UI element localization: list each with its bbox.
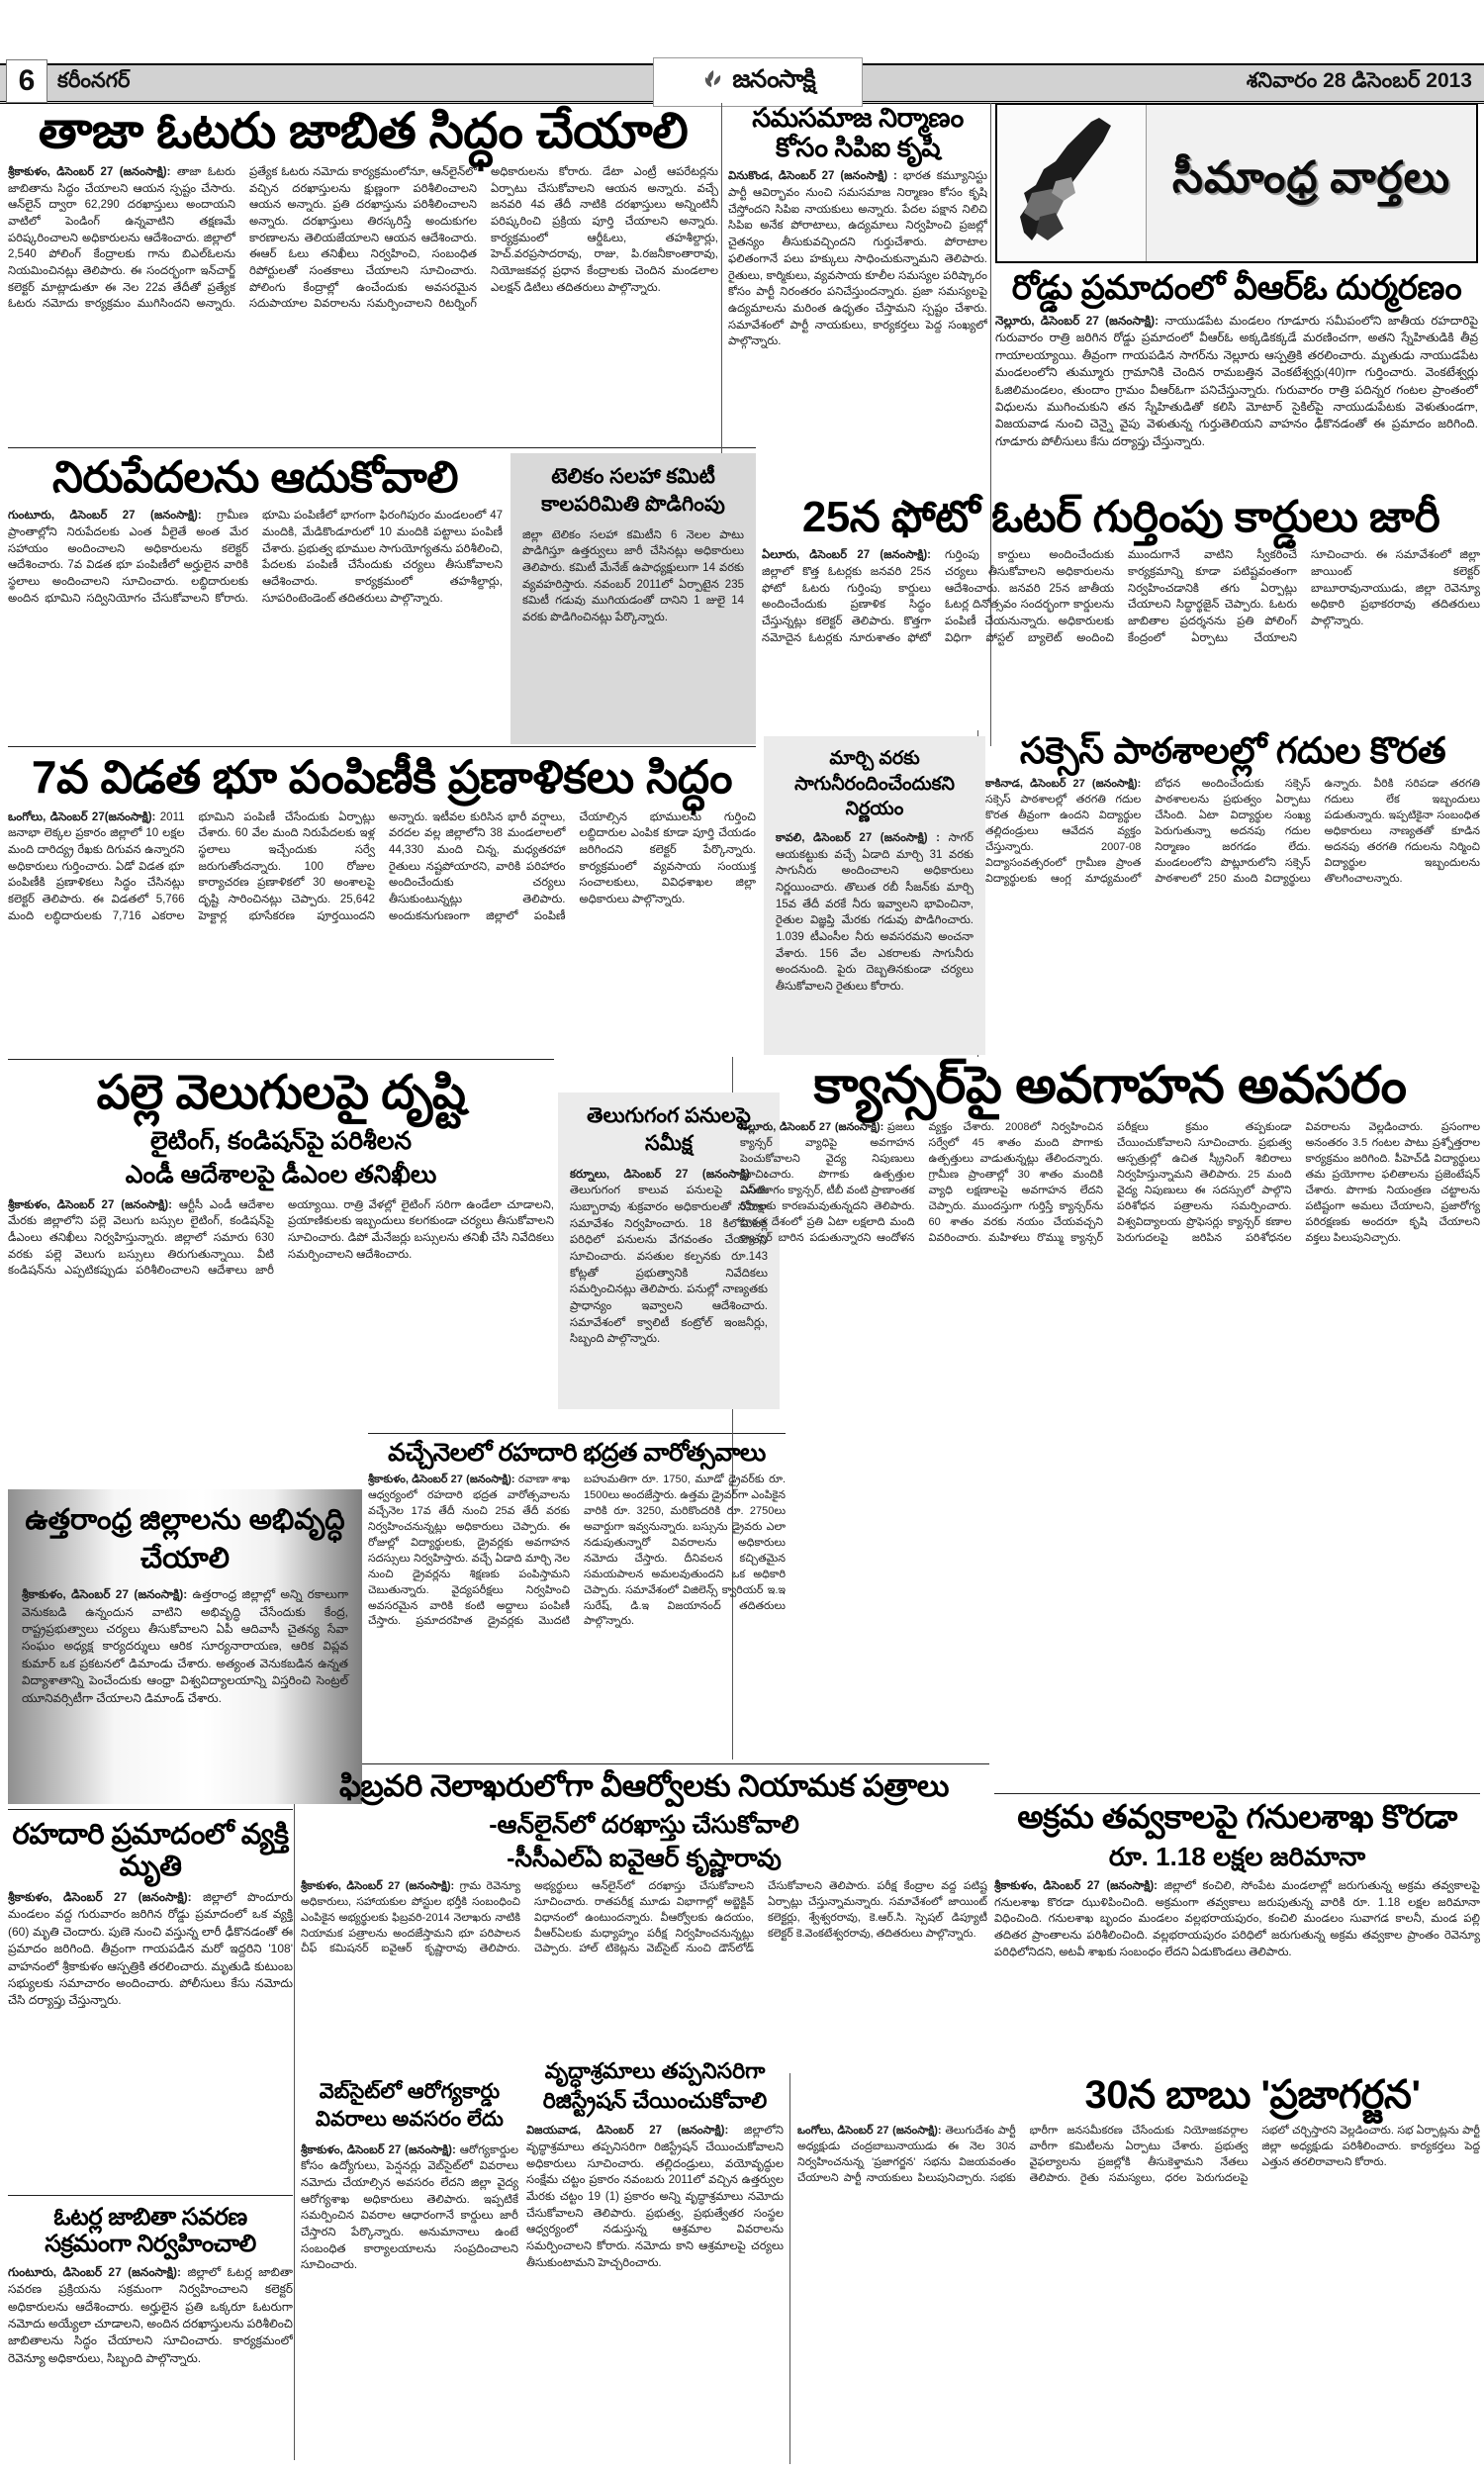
article-body: జిల్లాలో కంచిలి, సోంపేట మండలాల్లో జరుగుతున్న అక్రమ తవ్వకాలపై గనులశాఖ కొరడా ఝుళిపించింది. అక్రమంగా తవ్వకాలు జరుపుతున్న వారికి రూ. 1.18 లక్షల జరిమానా విధించింది. గనులశాఖ బృందం మండలం వల్లభరాయపురం, కంచిలి మండలం సువాగడ కాలనీ, మండ పల్లి తదితర ప్రాంతాలను పరిశీలించింది. వల్లభరాయపురం పరిధిలో జరుగుతున్న అక్రమ తవ్వకాల ప్రాంతం రెవెన్యూ పరిధిలోనిదని, అటవీ శాఖకు సంబంధం లేదని ఏడుకొండలు తెలిపారు.: [994, 1880, 1480, 1958]
article-cpi-society: [728, 103, 987, 487]
divider: [8, 447, 756, 448]
edition-name: కరీంనగర్: [57, 69, 131, 92]
dateline: నెల్లూరు, డిసెంబర్ 27 (జనంసాక్షి):: [740, 1121, 884, 1134]
headline: సమసమాజ నిర్మాణం కోసం సిపిఐ కృషి: [752, 103, 964, 163]
paper-name: జనంసాక్షి: [732, 64, 815, 93]
article-body: సక్సెస్ పాఠశాలల్లో తరగతి గదుల కొరత తీవ్రంగా ఉందని విద్యార్థుల తల్లిదండ్రులు ఆవేదన వ్యక్తం చేస్తున్నారు. 2007-08 విద్యాసంవత్సరంలో గ్రామీణ ప్రాంత విద్యార్థులకు ఆంగ్ల మాధ్యమంలో బోధన అందించేందుకు సక్సెస్ పాఠశాలలను ప్రభుత్వం ఏర్పాటు చేసింది. ఏటా విద్యార్థుల సంఖ్య పెరుగుతున్నా అదనపు గదుల నిర్మాణం జరగడం లేదు. మండలంలోని పొట్లూరులోని సక్సెస్ పాఠశాలలో 250 మంది విద్యార్థులు ఉన్నారు. వీరికి సరిపడా తరగతి గదులు లేక ఇబ్బందులు పడుతున్నారు. ఇప్పటికైనా సంబంధిత అధికారులు నాణ్యతతో కూడిన అదనపు తరగతి గదులను నిర్మించి విద్యార్థుల ఇబ్బందులను తొలగించాలన్నారు.: [985, 778, 1480, 886]
article-body: రవాణా శాఖ ఆధ్వర్యంలో రహదారి భద్రత వారోత్సవాలను వచ్చేనెల 17వ తేదీ నుంచి 25వ తేదీ వరకు నిర్వహించనున్నట్లు అధికారులు చెప్పారు. ఈ రోజుల్లో విద్యార్థులకు, డ్రైవర్లకు అవగాహన సదస్సులు నిర్వహిస్తారు. వచ్చే ఏడాది మార్చి నెల నుంచి డ్రైవర్లను శిక్షణకు పంపిస్తామని చెబుతున్నారు. వైద్యపరీక్షలు నిర్వహించి అవసరమైన వారికి కంటి అద్దాలు పంపిణీ చేస్తారు. ప్రమాదరహిత డ్రైవర్లకు మొదటి బహుమతిగా రూ. 1750, మూడో డ్రైవర్‌కు రూ. 1500లు అందజేస్తారు. ఉత్తమ డ్రైవర్‌గా ఎంపికైన వారికి రూ. 3250, మరికొందరికి రూ. 2750లు అవార్డుగా ఇవ్వనున్నారు. బస్సును డ్రైవరు ఎలా నడుపుతున్నారో వివరాలను అధికారులు నమోదు చేస్తారు. దీనివలన కచ్చితమైన సమయపాలన అమలవుతుందని ఒక అధికారి చెప్పారు. సమావేశంలో విజిలెన్స్ క్వారియర్ ఇ.ఇ సురేష్, డి.ఇ విజయానంద్ తదితరులు పాల్గొన్నారు.: [368, 1474, 786, 1628]
headline: వృద్ధాశ్రమాలు తప్పనిసరిగా రిజిస్ట్రేషన్ చేయించుకోవాలి: [542, 2058, 768, 2113]
issue-date: శనివారం 28 డిసెంబర్ 2013: [1246, 69, 1472, 92]
dateline: శ్రీకాకుళం, డిసెంబర్ 27 (జనంసాక్షి):: [301, 2143, 456, 2156]
column-rule: [789, 2073, 790, 2464]
article-health-card-website: [301, 2078, 518, 2462]
article-body: తెలుగుదేశం పార్టీ అధ్యక్షుడు చంద్రబాబునాయుడు ఈ నెల 30న నిర్వహించనున్న 'ప్రజాగర్జన' సభను విజయవంతం చేయాలని పార్టీ నాయకులు పిలుపునిచ్చారు. సభకు భారీగా జనసమీకరణ చేసేందుకు నియోజకవర్గాల వారీగా కమిటీలను ఏర్పాటు చేశారు. ప్రభుత్వ వైఫల్యాలను ప్రజల్లోకి తీసుకెళ్తామని నేతలు తెలిపారు. రైతు సమస్యలు, ధరల పెరుగుదలపై సభలో చర్చిస్తారని వెల్లడించారు. సభ ఏర్పాట్లను పార్టీ జిల్లా అధ్యక్షుడు పరిశీలించారు. కార్యకర్తలు పెద్ద ఎత్తున తరలిరావాలని కోరారు.: [797, 2124, 1480, 2184]
dateline: గుంటూరు, డిసెంబర్ 27 (జనంసాక్షి):: [8, 2264, 182, 2279]
dateline: గుంటూరు, డిసెంబర్ 27 (జనంసాక్షి):: [8, 510, 202, 523]
article-body: జిల్లాలోని వృద్ధాశ్రమాలు తప్పనిసరిగా రిజిస్ట్రేషన్ చేయించుకోవాలని అధికారులు సూచించారు. తల్లిదండ్రులు, వయోవృద్ధుల సంక్షేమ చట్టం ప్రకారం నవంబరు 2011లో వచ్చిన ఉత్తర్వుల మేరకు చట్టం 19 (1) ప్రకారం అన్ని వృద్ధాశ్రమాలు నమోదు చేసుకోవాలని తెలిపారు. ప్రభుత్వ, ప్రభుత్వేతర సంస్థల ఆధ్వర్యంలో నడుస్తున్న ఆశ్రమాల వివరాలను సమర్పించాలని కోరారు. నమోదు కాని ఆశ్రమాలపై చర్యలు తీసుకుంటామని హెచ్చరించారు.: [526, 2125, 784, 2269]
article-body: ఆరోగ్యకార్డుల కోసం ఉద్యోగులు, పెన్షనర్లు వెబ్‌సైట్‌లో వివరాలు నమోదు చేయాల్సిన అవసరం లేదని జిల్లా వైద్య ఆరోగ్యశాఖ అధికారులు తెలిపారు. ఇప్పటికే సమర్పించిన వివరాల ఆధారంగానే కార్డులు జారీ చేస్తారని పేర్కొన్నారు. అనుమానాలు ఉంటే సంబంధిత కార్యాలయాలను సంప్రదించాలని సూచించారు.: [301, 2143, 518, 2272]
article-help-poor: [8, 453, 503, 744]
dateline: శ్రీకాకుళం, డిసెంబర్ 27 (జనంసాక్షి):: [994, 1880, 1158, 1893]
article-voter-list-revision: [8, 2205, 293, 2462]
dateline: శ్రీకాకుళం, డిసెంబర్ 27 (జనంసాక్షి):: [8, 1198, 172, 1211]
headline: మార్చి వరకు సాగునీరందించేందుకని నిర్ణయం: [794, 748, 955, 820]
article-oldage-home-registration: [526, 2056, 784, 2462]
dateline: వినుకొండ, డిసెంబర్ 27 (జనంసాక్షి) :: [728, 170, 897, 183]
article-success-schools: [985, 730, 1480, 1057]
article-body: జిల్లాలో కొత్త ఓటర్లకు జనవరి 25న ఫోటో ఓటరు గుర్తింపు కార్డులు అందించేందుకు ప్రణాళిక సిద్ధం చేస్తున్నట్లు కలెక్టర్ తెలిపారు. కొత్తగా నమోదైన ఓటర్లకు నూరుశాతం ఫోటో గుర్తింపు కార్డులు అందించేందుకు చర్యలు తీసుకోవాలని అధికారులను ఆదేశించారు. జనవరి 25న జాతీయ ఓటర్ల దినోత్సవం సందర్భంగా కార్డులను పంపిణీ చేయనున్నారు. అధికారులకు విధిగా పోస్టల్ బ్యాలెట్ అందించి ముందుగానే వాటిని స్వీకరించే కార్యక్రమాన్ని కూడా పటిష్టవంతంగా నిర్వహించడానికి తగు ఏర్పాట్లు చేయాలని సిద్ధార్థజైన్ చెప్పారు. ఓటరు జాబితాల ప్రదర్శనను ప్రతి పోలింగ్ కేంద్రంలో ఏర్పాటు చేయాలని సూచించారు. ఈ సమావేశంలో జిల్లా జాయింట్ కలెక్టర్ బాబూరావునాయుడు, జిల్లా రెవెన్యూ అధికారి ప్రభాకరరావు తదితరులు పాల్గొన్నారు.: [762, 549, 1480, 644]
divider: [994, 1793, 1480, 1794]
article-body: ఉత్తరాంధ్ర జిల్లాల్లో అన్ని రకాలుగా వెనుకబడి ఉన్నందున వాటిని అభివృద్ధి చేసేందుకు కేంద్ర, రాష్ట్రప్రభుత్వాలు చర్యలు తీసుకోవాలని ఏపీ ఆదివాసీ చైతన్య సేవా సంఘం అధ్యక్ష కార్యదర్శులు ఆరిక సూర్యనారాయణ, ఆరిక విప్లవ కుమార్ ఒక ప్రకటనలో డిమాండు చేశారు. అత్యంత వెనుకబడిన ఉన్నత విద్యాశాతాన్ని పెంచేందుకు ఆంధ్రా విశ్వవిద్యాలయాన్ని విస్తరించి సెంట్రల్ యూనివర్సిటీగా చేయాలని డిమాండ్ చేశారు.: [22, 1587, 348, 1705]
divider: [8, 1059, 554, 1060]
headline: నిరుపేదలను ఆదుకోవాలి: [51, 453, 459, 502]
divider: [297, 1763, 989, 1764]
article-body: తాజా ఓటరు జాబితాను సిద్ధం చేయాలని ఆయన స్పష్టం చేసారు. ఆన్‌లైన్ ద్వారా 62,290 దరఖాస్తులు అందాయని వాటిలో పెండింగ్ ఉన్నవాటిని తక్షణమే పరిష్కరించాలని అధికారులను ఆదేశించారు. జిల్లాలో 2,540 పోలింగ్ కేంద్రాలకు గాను బిఎల్‌ఓలను నియమించినట్లు తెలిపారు. ఈ సందర్భంగా ఇన్‌చార్జ్ కలెక్టర్ మాట్లాడుతూ ఈ నెల 22వ తేదీతో ప్రత్యేక ఓటరు నమోదు కార్యక్రమం ముగిసిందని అన్నారు. ప్రత్యేక ఓటరు నమోదు కార్యక్రమంలోనూ, ఆన్‌లైన్‌లో వచ్చిన దరఖాస్తులను క్షుణ్ణంగా పరిశీలించాలని ఆయన అన్నారు. ప్రతి దరఖాస్తును పరిశీలించాలని అన్నారు. దరఖాస్తులు తిరస్కరిస్తే అందుకుగల కారణాలను తెలియజేయాలని ఆయన ఆదేశించారు. ఈఆర్ ఓలు తనిఖీలు నిర్వహించి, సంబంధిత రిపోర్టులతో సంతకాలు చేయాలని సూచించారు. పోలింగు కేంద్రాల్లో ఉంచేందుకు అవసరమైన సదుపాయాల వివరాలను సమర్పించాలని రిటర్నింగ్ అధికారులను కోరారు. డేటా ఎంట్రీ ఆపరేటర్లను ఏర్పాటు చేసుకోవాలని ఆయన అన్నారు. వచ్చే జనవరి 4వ తేదీ నాటికి దరఖాస్తులు అన్నింటినీ పరిష్కరించి ప్రక్రియ పూర్తి చేయాలని అన్నారు. కార్యక్రమంలో ఆర్డీఓలు, తహశీల్దార్లు, హెచ్.వరప్రసాదరావు, రాజు, పి.రజనీకాంతారావు, నియోజకవర్గ ప్రధాన కేంద్రాలకు చెందిన మండలాల ఎలక్షన్ డిటిలు తదితరులు పాల్గొన్నారు.: [8, 166, 718, 311]
dateline: కావలి, డిసెంబర్ 27 (జనంసాక్షి) :: [776, 831, 941, 844]
article-vro-accident: [995, 269, 1478, 491]
article-fresh-voter-list: [8, 103, 718, 445]
headline: ఉత్తరాంధ్ర జిల్లాలను అభివృద్ధి చేయాలి: [25, 1504, 345, 1575]
subheadline: -ఆన్‌లైన్‌లో దరఖాస్తు చేసుకోవాలి: [489, 1810, 799, 1839]
dateline: శ్రీకాకుళం, డిసెంబర్ 27 (జనంసాక్షి):: [368, 1474, 515, 1485]
article-mining-fines: [994, 1799, 1480, 2064]
article-road-accident-death: [8, 1819, 293, 2190]
headline: వెబ్‌సైట్‌లో ఆరోగ్యకార్డు వివరాలు అవసరం లేదు: [316, 2080, 504, 2132]
dateline: కాకినాడ, డిసెంబర్ 27 (జనంసాక్షి):: [985, 778, 1142, 791]
article-telecom-committee: [510, 453, 756, 744]
divider: [8, 2195, 293, 2196]
headline: పల్లె వెలుగులపై దృష్టి: [96, 1067, 466, 1119]
subheadline: -సీసీఎల్ఏ ఐవైఆర్ కృష్ణారావు: [507, 1844, 782, 1872]
dateline: ఒంగోలు, డిసెంబర్ 27(జనంసాక్షి):: [8, 810, 156, 823]
article-body: జిల్లా టెలికం సలహా కమిటీని 6 నెలల పాటు పొడిగిస్తూ ఉత్తర్వులు జారీ చేసినట్లు అధికారులు తెలిపారు. కమిటీ మేనేజ్ ఉపాధ్యక్షులుగా 14 వరకు వ్యవహరిస్తారు. నవంబర్ 2011లో ఏర్పాటైన 235 కమిటీ గడువు ముగియడంతో దానిని 1 జులై 14 వరకు పొడిగించినట్లు పేర్కొన్నారు.: [522, 528, 744, 624]
headline: 30న బాబు 'ప్రజాగర్జన': [1084, 2073, 1421, 2117]
article-body: జిల్లాలో పొందూరు మండలం వద్ద గురువారం జరిగిన రోడ్డు ప్రమాదంలో ఒక వ్యక్తి (60) మృతి చెందారు. పుణె నుంచి వస్తున్న లారీ ఢీకొనడంతో ఈ ప్రమాదం జరిగింది. తీవ్రంగా గాయపడిన మరో ఇద్దరిని '108' వాహనంలో శ్రీకాకుళం ఆస్పత్రికి తరలించారు. మృతుడి కుటుంబ సభ్యులకు సమాచారం అందించారు. పోలీసులు కేసు నమోదు చేసి దర్యాప్తు చేస్తున్నారు.: [8, 1889, 293, 2008]
seemandhra-section-banner: [995, 103, 1478, 263]
dateline: శ్రీకాకుళం, డిసెంబర్ 27 (జనంసాక్షి):: [8, 1889, 192, 1904]
article-cancer-awareness: [740, 1057, 1480, 1760]
headline: టెలికం సలహా కమిటీ కాలపరిమితి పొడిగింపు: [541, 465, 725, 517]
headline: క్యాన్సర్‌పై అవగాహన అవసరం: [813, 1057, 1407, 1114]
column-rule: [294, 1767, 295, 2460]
headline: 7వ విడత భూ పంపిణీకి ప్రణాళికలు సిద్ధం: [31, 752, 733, 803]
paper-logo: [653, 57, 863, 107]
article-village-lights: [8, 1067, 554, 1463]
article-land-distribution: [8, 752, 756, 1054]
page-number: 6: [6, 59, 47, 103]
dateline: శ్రీకాకుళం, డిసెంబర్ 27 (జనంసాక్షి):: [8, 166, 171, 178]
headline: 25న ఫోటో ఓటర్ గుర్తింపు కార్డులు జారీ: [801, 493, 1440, 541]
article-photo-voter-cards: [762, 493, 1480, 742]
article-body: గ్రామీణ ప్రాంతాల్లోని నిరుపేదలకు ఎంత వీలైతే అంత మేర సహాయం అందించాలని అధికారులను కలెక్టర్ ఆదేశించారు. 7వ విడత భూ పంపిణీలో అర్హులైన వారికి స్థలాలు అందించాలని సూచించారు. లబ్ధిదారులకు అందిన భూమిని సద్వినియోగం చేసుకోవాలని కోరారు. భూమి పంపిణీలో భాగంగా ఫిరంగిపురం మండలంలో 47 మందికి, మేడికొండూరులో 10 మందికి పట్టాలు పంపిణీ చేశారు. ప్రభుత్వ భూముల సాగుయోగ్యతను పరిశీలించి, పేదలకు పంపిణీ చేసేందుకు చర్యలు తీసుకోవాలని ఆదేశించారు. కార్యక్రమంలో తహశీల్దార్లు, సూపరింటెండెంట్ తదితరులు పాల్గొన్నారు.: [8, 510, 503, 605]
subheadline: లైటింగ్, కండిషన్‌పై పరిశీలన: [149, 1126, 413, 1155]
column-rule: [721, 103, 722, 489]
article-babu-prajagarjana: [797, 2073, 1480, 2464]
headline: రోడ్డు ప్రమాదంలో వీఆర్ఓ దుర్మరణం: [1011, 269, 1462, 307]
headline: తాజా ఓటరు జాబిత సిద్ధం చేయాలి: [38, 103, 689, 158]
dateline: విజయవాడ, డిసెంబర్ 27 (జనంసాక్షి):: [526, 2125, 729, 2138]
headline: రహదారి ప్రమాదంలో వ్యక్తి మృతి: [12, 1819, 289, 1883]
article-body: జిల్లాలో ఓటర్ల జాబితా సవరణ ప్రక్రియను సక్రమంగా నిర్వహించాలని కలెక్టర్ అధికారులను ఆదేశించారు. అర్హులైన ప్రతి ఒక్కరూ ఓటరుగా నమోదు అయ్యేలా చూడాలని, అందిన దరఖాస్తులను పరిశీలించి జాబితాలను సిద్ధం చేయాలని సూచించారు. కార్యక్రమంలో రెవెన్యూ అధికారులు, సిబ్బంది పాల్గొన్నారు.: [8, 2264, 293, 2365]
subheadline: రూ. 1.18 లక్షల జరిమానా: [1108, 1841, 1366, 1871]
andhra-map-image: [997, 105, 1147, 261]
subheadline: ఎండీ ఆదేశాలపై డీఎంల తనిఖీలు: [125, 1160, 437, 1189]
leaf-logo-icon: [700, 67, 726, 98]
article-road-safety-week: [368, 1439, 786, 1761]
dateline: శ్రీకాకుళం, డిసెంబర్ 27 (జనంసాక్షి):: [301, 1879, 455, 1892]
dateline: ఒంగోలు, డిసెంబర్ 27 (జనంసాక్షి):: [797, 2124, 942, 2137]
article-vro-appointment-letters: [301, 1769, 987, 2068]
article-uttarandhra-development: [8, 1489, 362, 1804]
headline: ఓటర్ల జాబితా సవరణ సక్రమంగా నిర్వహించాలి: [45, 2205, 256, 2257]
article-body: నాయుడపేట మండలం గూడూరు సమీపంలోని జాతీయ రహదారిపై గురువారం రాత్రి జరిగిన రోడ్డు ప్రమాదంలో వీఆర్ఓ అక్కడికక్కడే మరణించగా, అతని స్నేహితుడికి తీవ్ర గాయాలయ్యాయి. తీవ్రంగా గాయపడిన సాగర్‌ను నెల్లూరు ఆస్పత్రికి తరలించారు. మృతుడు నాయుడపేట మండలంలోని తుమ్మూరు గ్రామానికి చెందిన రామబత్తిన వెంకటేశ్వర్లు(40)గా గుర్తించారు. వెంకటేశ్వర్లు ఓజిలిమండలం, తుందాం గ్రామం వీఆర్ఓగా పనిచేస్తున్నారు. గురువారం రాత్రి పదిన్నర గంటల ప్రాంతంలో విధులను ముగించుకుని తన స్నేహితుడితో కలిసి మోటార్ సైకిల్‌పై నాయుడుపేటకు వెళుతుండగా, విజయవాడ నుంచి చెన్నై వైపు వెళుతున్న గుర్తుతెలియని వాహనం ఢీకొనడంతో ఈ ప్రమాదం జరిగింది. గూడూరు పోలీసులు కేసు దర్యాప్తు చేస్తున్నారు.: [995, 314, 1478, 448]
headline: సక్సెస్ పాఠశాలల్లో గదుల కొరత: [1019, 730, 1446, 771]
article-body: గ్రామ రెవెన్యూ అధికారులు, సహాయకుల పోస్టుల భర్తీకి సంబంధించి ఎంపికైన అభ్యర్థులకు ఫిబ్రవరి-2014 నెలాఖరు నాటికి నియామక పత్రాలను అందజేస్తామని భూ పరిపాలన చీఫ్ కమిషనర్ ఐవైఆర్ కృష్ణారావు తెలిపారు. అభ్యర్థులు ఆన్‌లైన్‌లో దరఖాస్తు చేసుకోవాలని సూచించారు. రాతపరీక్ష మూడు విభాగాల్లో అబ్జెక్టివ్ విధానంలో ఉంటుందన్నారు. వీఆర్వోలకు ఉదయం, వీఆర్ఏలకు మధ్యాహ్నం పరీక్ష నిర్వహించనున్నట్లు చెప్పారు. హాల్ టికెట్లను వెబ్‌సైట్ నుంచి డౌన్‌లోడ్ చేసుకోవాలని తెలిపారు. పరీక్ష కేంద్రాల వద్ద పటిష్ట ఏర్పాట్లు చేస్తున్నామన్నారు. సమావేశంలో జాయింట్ కలెక్టర్లు, శ్వేశ్వరరావు, కె.ఆర్.సి. స్పెషల్ డిప్యూటీ కలెక్టర్ కె.వెంకటేశ్వరరావు, తదితరులు పాల్గొన్నారు.: [301, 1879, 987, 1955]
headline: తెలుగుగంగ పనులపై సమీక్ష: [587, 1104, 751, 1156]
article-body: ఆర్టీసీ ఎండీ ఆదేశాల మేరకు జిల్లాలోని పల్లె వెలుగు బస్సుల లైటింగ్, కండిషన్‌పై డీఎంలు తనిఖీలు నిర్వహిస్తున్నారు. జిల్లాలో సమారు 630 వరకు పల్లె వెలుగు బస్సులు తిరుగుతున్నాయి. వీటి కండిషన్‌ను ఎప్పటికప్పుడు పరిశీలించాలని ఆదేశాలు జారీ అయ్యాయి. రాత్రి వేళల్లో లైటింగ్ సరిగా ఉండేలా చూడాలని, ప్రయాణికులకు ఇబ్బందులు కలగకుండా చర్యలు తీసుకోవాలని సూచించారు. డిపో మేనేజర్లు బస్సులను తనిఖీ చేసి నివేదికలు సమర్పించాలని ఆదేశించారు.: [8, 1198, 554, 1278]
headline: వచ్చేనెలలో రహదారి భద్రత వారోత్సవాలు: [388, 1439, 766, 1467]
article-body: ప్రజలు క్యాన్సర్ వ్యాధిపై అవగాహన పెంచుకోవాలని వైద్య నిపుణులు సూచించారు. పొగాకు ఉత్పత్తుల వినియోగం క్యాన్సర్, టీబీ వంటి ప్రాణాంతక రోగాలకు కారణమవుతున్నదని తెలిపారు. భారత దేశంలో ప్రతి ఏటా లక్షలాది మంది క్యాన్సర్ బారిన పడుతున్నారని ఆందోళన వ్యక్తం చేశారు. 2008లో నిర్వహించిన సర్వేలో 45 శాతం మంది పొగాకు ఉత్పత్తులు వాడుతున్నట్లు తేలిందన్నారు. గ్రామీణ ప్రాంతాల్లో 30 శాతం మందికి వ్యాధి లక్షణాలపై అవగాహన లేదని చెప్పారు. ముందస్తుగా గుర్తిస్తే క్యాన్సర్‌ను 60 శాతం వరకు నయం చేయవచ్చని వివరించారు. మహిళలు రొమ్ము క్యాన్సర్ పరీక్షలు క్రమం తప్పకుండా చేయించుకోవాలని సూచించారు. ప్రభుత్వ ఆస్పత్రుల్లో ఉచిత స్క్రీనింగ్ శిబిరాలు నిర్వహిస్తున్నామని తెలిపారు. 25 మంది వైద్య నిపుణులు ఈ సదస్సులో పాల్గొని పరిశోధన పత్రాలను సమర్పించారు. విశ్వవిద్యాలయ ప్రొఫెసర్లు క్యాన్సర్ కణాల పెరుగుదలపై జరిపిన పరిశోధనల వివరాలను వెల్లడించారు. ప్రసంగాల అనంతరం 3.5 గంటల పాటు ప్రశ్నోత్తరాల కార్యక్రమం జరిగింది. పీహెచ్‌డి విద్యార్థులు తమ ప్రయోగాల ఫలితాలను ప్రజెంటేషన్ చేశారు. పొగాకు నియంత్రణ చట్టాలను పటిష్టంగా అమలు చేయాలని, ప్రజారోగ్య పరిరక్షణకు అందరూ కృషి చేయాలని వక్తలు పిలుపునిచ్చారు.: [740, 1121, 1480, 1244]
dateline: కర్నూలు, డిసెంబర్ 27 (జనంసాక్షి) :: [570, 1168, 768, 1181]
article-body: సాగర్ ఆయకట్టుకు వచ్చే ఏడాది మార్చి 31 వరకు సాగునీరు అందించాలని అధికారులు నిర్ణయించారు. తొలుత రబీ సీజన్‌కు మార్చి 15వ తేదీ వరకే నీరు ఇవ్వాలని భావించినా, రైతుల విజ్ఞప్తి మేరకు గడువు పొడిగించారు. 1.039 టీఎంసీల నీరు అవసరమని అంచనా వేశారు. 156 వేల ఎకరాలకు సాగునీరు అందనుంది. పైరు దెబ్బతినకుండా చర్యలు తీసుకోవాలని రైతులు కోరారు.: [776, 831, 974, 993]
headline: ఫిబ్రవరి నెలాఖరులోగా వీఆర్వోలకు నియామక పత్రాలు: [339, 1769, 949, 1803]
dateline: శ్రీకాకుళం, డిసెంబర్ 27 (జనంసాక్షి):: [22, 1587, 188, 1602]
article-body: తెలుగుగంగ కాలువ పనులపై ఎస్‌ఈ సుబ్బారావు శుక్రవారం అధికారులతో సమీక్షా సమావేశం నిర్వహించారు. 18 కిలోమీటర్ల పరిధిలో పనులను వేగవంతం చేయాలని సూచించారు. వసతుల కల్పనకు రూ.143 కోట్లతో ప్రభుత్వానికి నివేదికలు సమర్పించినట్లు తెలిపారు. పనుల్లో నాణ్యతకు ప్రాధాన్యం ఇవ్వాలని ఆదేశించారు. సమావేశంలో క్వాలిటీ కంట్రోల్ ఇంజనీర్లు, సిబ్బంది పాల్గొన్నారు.: [570, 1185, 768, 1346]
dateline: నెల్లూరు, డిసెంబర్ 27 (జనంసాక్షి):: [995, 314, 1159, 329]
section-title: సీమాంధ్ర వార్తలు: [1171, 153, 1451, 202]
dateline: ఏలూరు, డిసెంబర్ 27 (జనంసాక్షి):: [762, 549, 931, 562]
article-body: భారత కమ్యూనిస్టు పార్టీ ఆవిర్భావం నుంచి సమసమాజ నిర్మాణం కోసం కృషి చేస్తోందని సిపిఐ నాయకులు అన్నారు. పేదల పక్షాన నిలిచి సిపిఐ అనేక పోరాటాలు, ఉద్యమాలు నిర్వహించి ప్రజల్లో చైతన్యం తీసుకువచ్చిందని గుర్తుచేశారు. పోరాటాల ఫలితంగానే పలు హక్కులు సాధించుకున్నామని తెలిపారు. రైతులు, కార్మికులు, వ్యవసాయ కూలీల సమస్యల పరిష్కారం కోసం పార్టీ నిరంతరం పనిచేస్తుందన్నారు. ప్రజా సమస్యలపై ఉద్యమాలను మరింత ఉధృతం చేస్తామని స్పష్టం చేశారు. సమావేశంలో పార్టీ నాయకులు, కార్యకర్తలు పెద్ద సంఖ్యలో పాల్గొన్నారు.: [728, 170, 987, 348]
divider: [8, 1809, 293, 1810]
headline: అక్రమ తవ్వకాలపై గనులశాఖ కొరడా: [1017, 1799, 1457, 1835]
divider: [8, 746, 756, 747]
article-irrigation-decision: [764, 736, 985, 1055]
article-body: 2011 జనాభా లెక్కల ప్రకారం జిల్లాలో 10 లక్షల మంది దారిద్య్ర రేఖకు దిగువన ఉన్నారని అధికారులు గుర్తించారు. ఏడో విడత భూ పంపిణీకి ప్రణాళికలు సిద్ధం చేసినట్లు కలెక్టర్ తెలిపారు. ఈ విడతలో 5,766 మంది లబ్ధిదారులకు 7,716 ఎకరాల భూమిని పంపిణీ చేసేందుకు ఏర్పాట్లు చేశారు. 60 వేల మంది నిరుపేదలకు ఇళ్ల స్థలాలు ఇచ్చేందుకు సర్వే జరుగుతోందన్నారు. 100 రోజుల కార్యాచరణ ప్రణాళికలో 30 అంశాలపై దృష్టి సారించినట్లు చెప్పారు. 25,642 హెక్టార్ల భూసేకరణ పూర్తయిందని అన్నారు. ఇటీవల కురిసిన భారీ వర్షాలు, వరదల వల్ల జిల్లాలోని 38 మండలాలలో 44,330 మంది చిన్న, మధ్యతరహా రైతులు నష్టపోయారని, వారికి పరిహారం అందించేందుకు చర్యలు తీసుకుంటున్నట్లు తెలిపారు. అందుకనుగుణంగా జిల్లాలో పంపిణీ చేయాల్సిన భూములను గుర్తించి లబ్ధిదారుల ఎంపిక కూడా పూర్తి చేయడం జరిగిందని కలెక్టర్ పేర్కొన్నారు. కార్యక్రమంలో వ్యవసాయ సంయుక్త సంచాలకులు, వివిధశాఖల జిల్లా అధికారులు పాల్గొన్నారు.: [8, 810, 756, 922]
